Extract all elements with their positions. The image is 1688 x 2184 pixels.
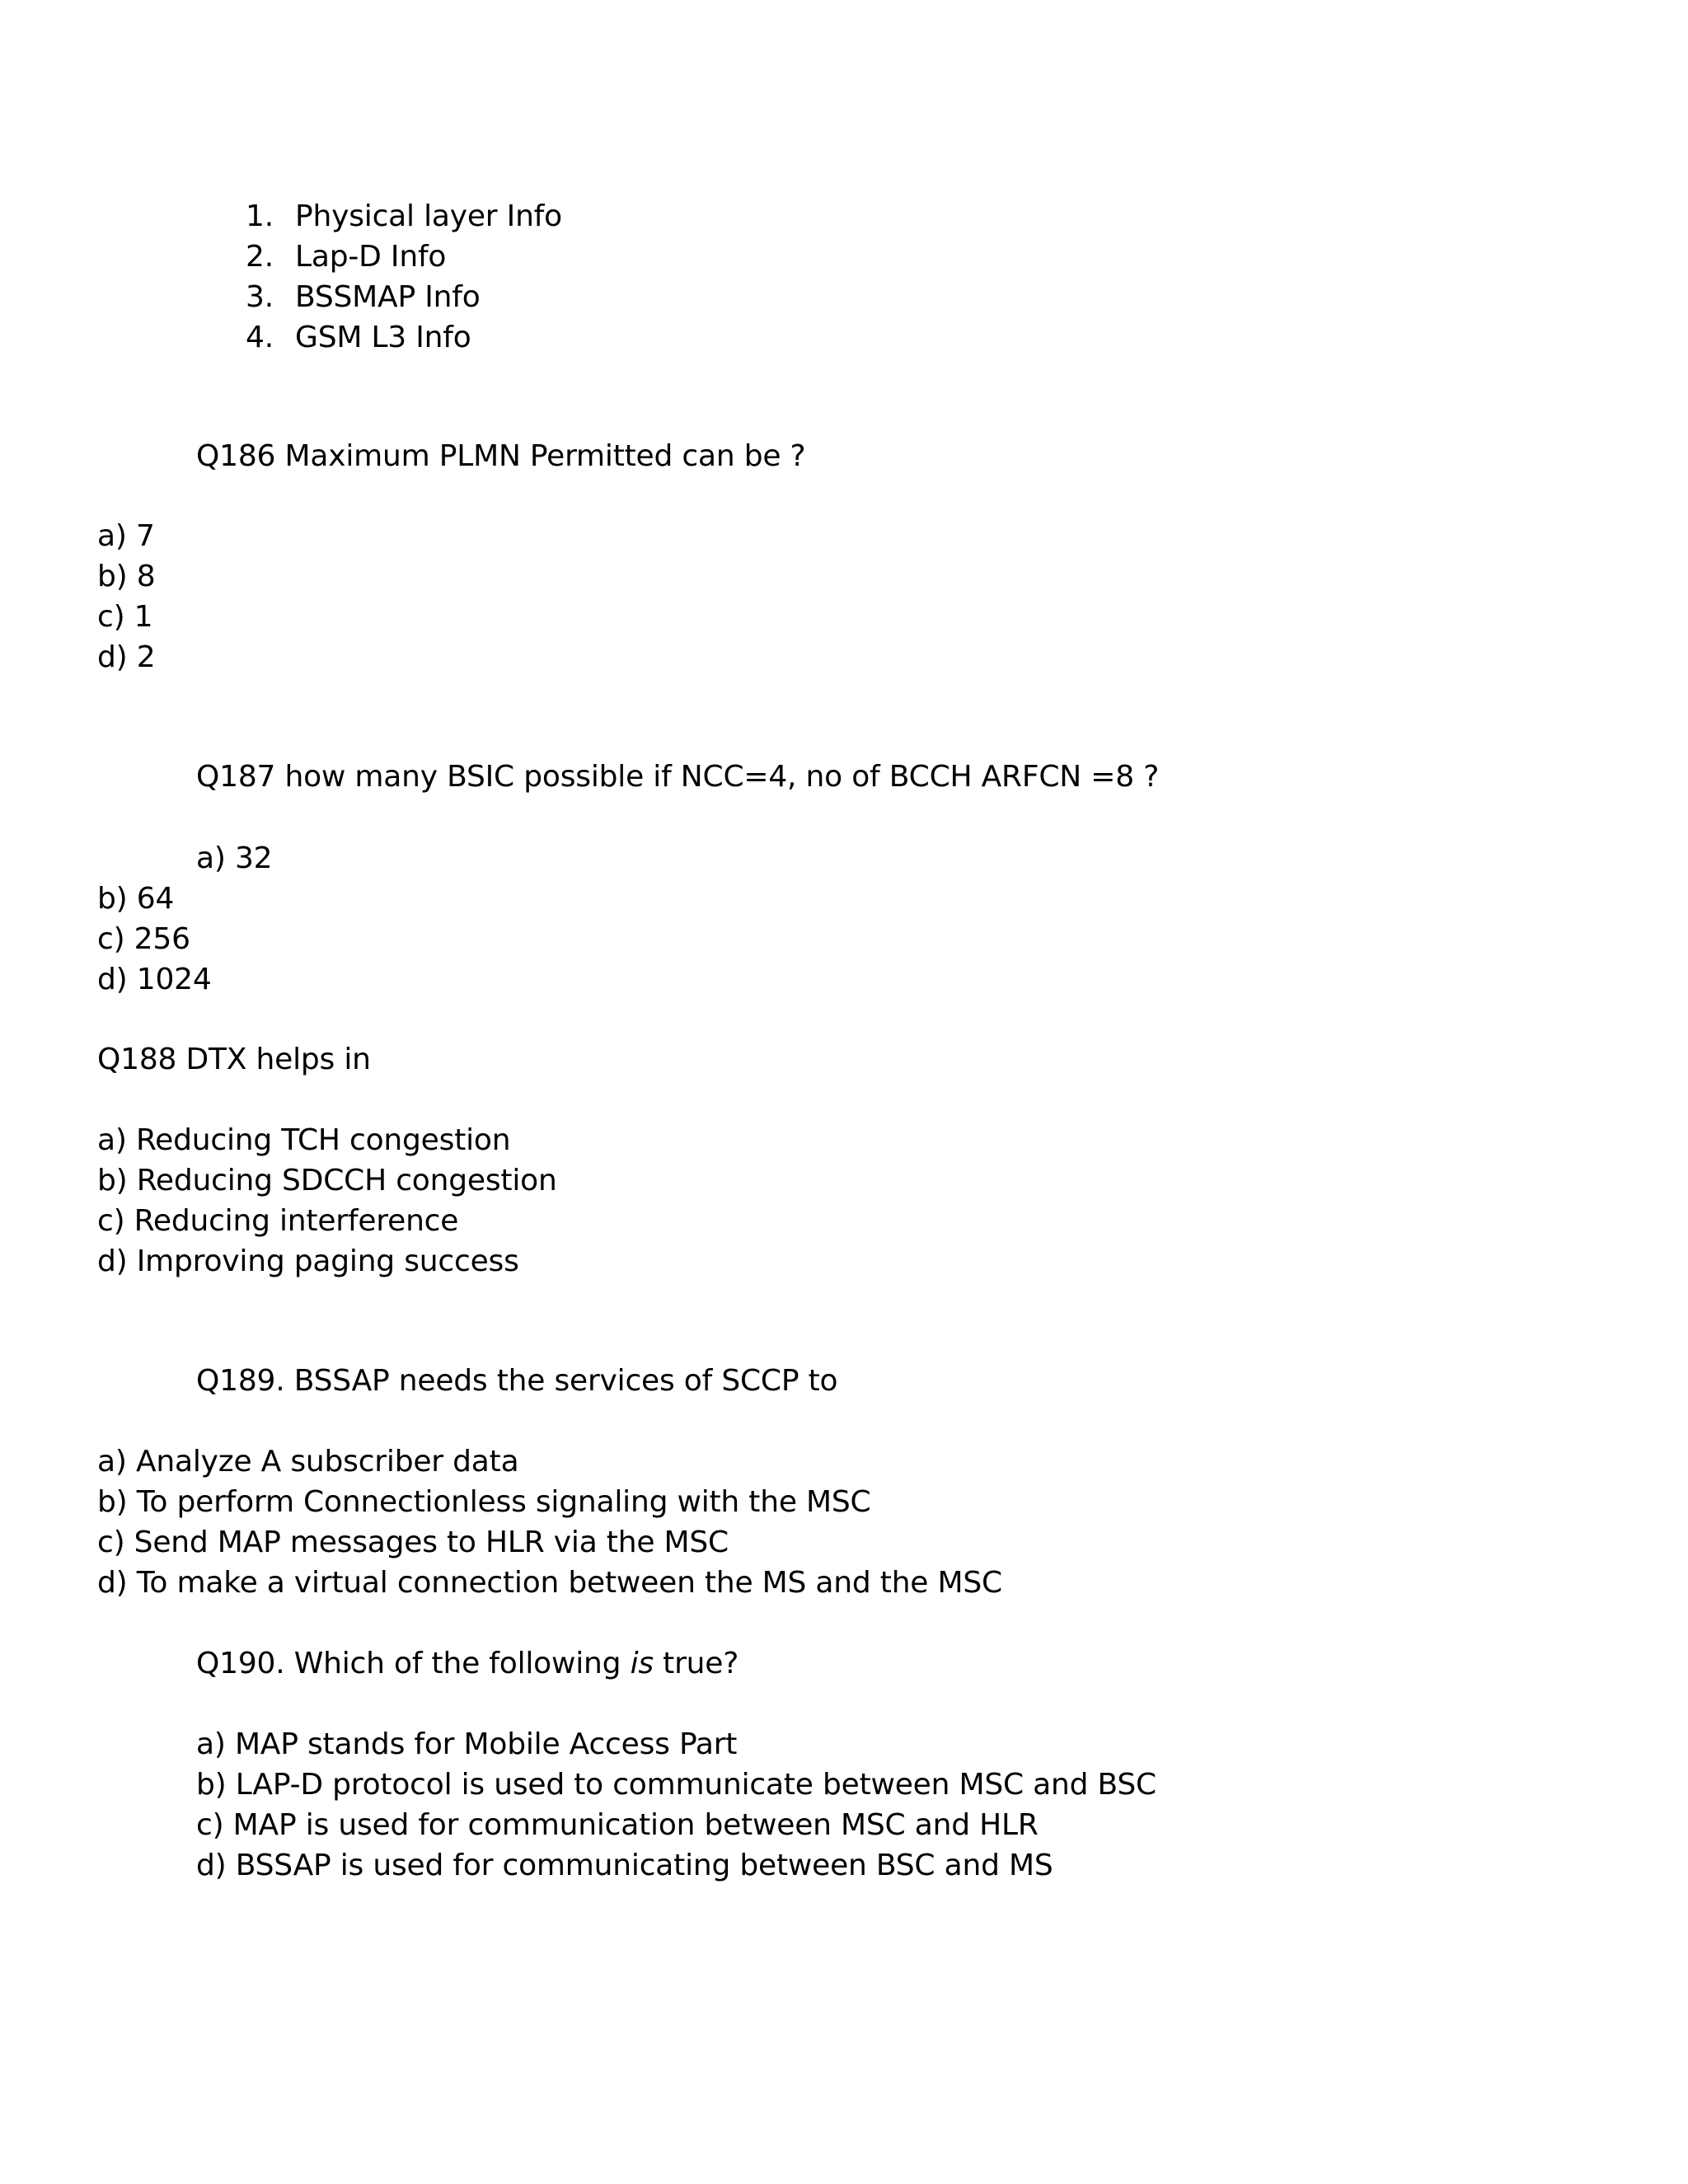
option-b: b) 8 bbox=[97, 560, 156, 593]
option-c: c) Send MAP messages to HLR via the MSC bbox=[97, 1526, 729, 1559]
option-b: b) LAP-D protocol is used to communicate between MSC and BSC bbox=[196, 1768, 1156, 1802]
option-c: c) 256 bbox=[97, 922, 190, 956]
option-a: a) 7 bbox=[97, 519, 155, 553]
option-c: c) 1 bbox=[97, 600, 153, 634]
list-text: GSM L3 Info bbox=[295, 321, 471, 354]
option-a: a) MAP stands for Mobile Access Part bbox=[196, 1727, 738, 1761]
option-d: d) BSSAP is used for communicating between BSC and MS bbox=[196, 1849, 1053, 1882]
list-text: Lap-D Info bbox=[295, 240, 447, 274]
option-a: a) Reducing TCH congestion bbox=[97, 1123, 511, 1157]
option-b: b) To perform Connectionless signaling with the MSC bbox=[97, 1485, 871, 1519]
option-a: a) 32 bbox=[196, 841, 273, 875]
question-q187: Q187 how many BSIC possible if NCC=4, no of BCCH ARFCN =8 ? bbox=[196, 760, 1160, 794]
question-q189: Q189. BSSAP needs the services of SCCP to bbox=[196, 1364, 838, 1398]
list-item bbox=[246, 321, 471, 355]
option-d: d) To make a virtual connection between the MS and the MSC bbox=[97, 1566, 1002, 1600]
option-d: d) 1024 bbox=[97, 963, 212, 996]
option-a: a) Analyze A subscriber data bbox=[97, 1445, 519, 1479]
list-number: 2. bbox=[246, 240, 274, 274]
option-b: b) 64 bbox=[97, 882, 175, 916]
list-text: BSSMAP Info bbox=[295, 280, 481, 314]
option-d: d) 2 bbox=[97, 640, 156, 674]
question-q186: Q186 Maximum PLMN Permitted can be ? bbox=[196, 439, 806, 473]
option-d: d) Improving paging success bbox=[97, 1244, 519, 1278]
option-c: c) MAP is used for communication between MSC and HLR bbox=[196, 1808, 1039, 1842]
question-emphasis: is bbox=[630, 1647, 654, 1680]
list-text: Physical layer Info bbox=[295, 199, 562, 233]
list-item bbox=[246, 280, 481, 315]
question-q188: Q188 DTX helps in bbox=[97, 1043, 371, 1076]
question-text: Q190. Which of the following bbox=[196, 1647, 631, 1680]
list-number: 3. bbox=[246, 280, 274, 314]
list-number: 4. bbox=[246, 321, 274, 354]
option-b: b) Reducing SDCCH congestion bbox=[97, 1164, 557, 1197]
list-number: 1. bbox=[246, 199, 274, 233]
list-item bbox=[246, 199, 562, 234]
question-q190 bbox=[196, 1647, 738, 1681]
list-item bbox=[246, 240, 446, 274]
question-text: true? bbox=[653, 1647, 739, 1680]
option-c: c) Reducing interference bbox=[97, 1204, 459, 1238]
